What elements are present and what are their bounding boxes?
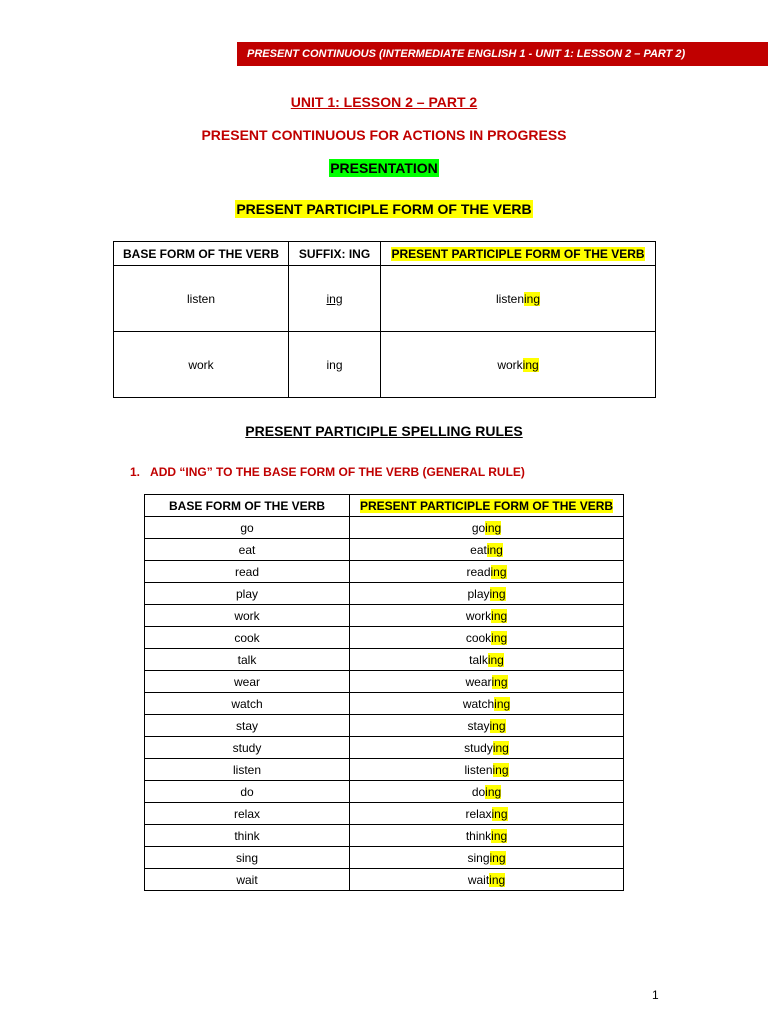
base-cell: read (145, 561, 350, 583)
participle-ending: ing (489, 718, 506, 733)
participle-stem: relax (465, 806, 492, 821)
base-cell: talk (145, 649, 350, 671)
participle-cell (381, 332, 656, 398)
base-cell: sing (145, 847, 350, 869)
spelling-rules-heading-text: PRESENT PARTICIPLE SPELLING RULES (245, 423, 523, 439)
base-cell: cook (145, 627, 350, 649)
table-row (145, 627, 624, 649)
suffix-text: ing (326, 357, 343, 372)
base-cell: eat (145, 539, 350, 561)
participle-ending: ing (491, 630, 508, 645)
table-row (145, 869, 624, 891)
participle-stem: play (467, 586, 490, 601)
base-cell: work (114, 332, 289, 398)
suffix-table-header-participle (381, 242, 656, 266)
main-title: PRESENT CONTINUOUS FOR ACTIONS IN PROGRESS (201, 127, 567, 143)
unit-title (0, 94, 768, 110)
table-row (145, 759, 624, 781)
page-header-bar (237, 42, 768, 66)
participle-ending: ing (486, 542, 503, 557)
participle-ending: ing (492, 762, 509, 777)
participle-stem: talk (469, 652, 488, 667)
unit-title-text: UNIT 1: LESSON 2 – PART 2 (290, 94, 478, 110)
participle-ending: ing (494, 696, 511, 711)
table-row (114, 332, 656, 398)
base-cell: listen (114, 266, 289, 332)
participle-ending: ing (491, 806, 508, 821)
base-cell: do (145, 781, 350, 803)
participle-ending: ing (489, 850, 506, 865)
base-cell: relax (145, 803, 350, 825)
suffix-table-header-base: BASE FORM OF THE VERB (114, 242, 289, 266)
participle-ending: ing (524, 291, 541, 306)
participle-form-heading-text: PRESENT PARTICIPLE FORM OF THE VERB (236, 201, 532, 217)
table-row (145, 605, 624, 627)
participle-ending: ing (492, 740, 509, 755)
rule-1-text: ADD “ING” TO THE BASE FORM OF THE VERB (GENERAL RULE) (150, 465, 525, 479)
table-row (145, 825, 624, 847)
participle-stem: think (465, 828, 492, 843)
participle-stem: stay (467, 718, 490, 733)
suffix-table (113, 241, 656, 398)
presentation-label (0, 160, 768, 176)
base-cell: play (145, 583, 350, 605)
participle-ending: ing (522, 357, 539, 372)
base-cell: wait (145, 869, 350, 891)
participle-ending: ing (490, 564, 507, 579)
general-table-header-base: BASE FORM OF THE VERB (145, 495, 350, 517)
table-row (145, 517, 624, 539)
table-row (145, 737, 624, 759)
participle-cell (350, 693, 624, 715)
table-row (145, 715, 624, 737)
table-row (145, 539, 624, 561)
participle-cell (350, 803, 624, 825)
spelling-rules-heading (0, 423, 768, 439)
participle-stem: wait (467, 872, 490, 887)
participle-stem: study (464, 740, 493, 755)
participle-stem: watch (462, 696, 495, 711)
participle-cell (350, 627, 624, 649)
rule-1-heading (130, 465, 525, 479)
participle-ending: ing (491, 674, 508, 689)
table-row (145, 803, 624, 825)
participle-cell (350, 781, 624, 803)
participle-cell (350, 605, 624, 627)
participle-stem: work (497, 357, 523, 372)
participle-cell (350, 517, 624, 539)
participle-cell (350, 649, 624, 671)
table-row (145, 649, 624, 671)
table-row (145, 781, 624, 803)
participle-ending: ing (489, 586, 506, 601)
participle-stem: read (466, 564, 491, 579)
participle-stem: listen (464, 762, 493, 777)
participle-ending: ing (491, 828, 508, 843)
base-cell: think (145, 825, 350, 847)
participle-stem: listen (495, 291, 524, 306)
table-row (145, 693, 624, 715)
base-cell: study (145, 737, 350, 759)
participle-stem: work (465, 608, 492, 623)
participle-stem: wear (465, 674, 492, 689)
page-number: 1 (652, 988, 659, 1002)
participle-stem: eat (470, 542, 487, 557)
table-row (145, 671, 624, 693)
participle-cell (350, 671, 624, 693)
participle-stem: do (471, 784, 486, 799)
base-cell: work (145, 605, 350, 627)
participle-cell (350, 737, 624, 759)
participle-cell (381, 266, 656, 332)
participle-stem: cook (465, 630, 492, 645)
table-row (114, 266, 656, 332)
suffix-table-header-participle-text: PRESENT PARTICIPLE FORM OF THE VERB (391, 246, 645, 261)
participle-stem: sing (467, 850, 490, 865)
participle-cell (350, 825, 624, 847)
base-cell: wear (145, 671, 350, 693)
general-table-header-participle-text: PRESENT PARTICIPLE FORM OF THE VERB (359, 498, 614, 513)
base-cell: watch (145, 693, 350, 715)
participle-cell (350, 561, 624, 583)
participle-ending: ing (491, 608, 508, 623)
suffix-table-header-suffix: SUFFIX: ING (289, 242, 381, 266)
participle-ending: ing (485, 784, 502, 799)
participle-cell (350, 583, 624, 605)
participle-cell (350, 759, 624, 781)
participle-cell (350, 869, 624, 891)
header-text: PRESENT CONTINUOUS (INTERMEDIATE ENGLISH 1 - UNIT 1: LESSON 2 – PART 2) (247, 48, 686, 60)
participle-cell (350, 715, 624, 737)
rule-1-number: 1. (130, 465, 141, 479)
suffix-cell (289, 332, 381, 398)
participle-ending: ing (485, 520, 502, 535)
participle-cell (350, 847, 624, 869)
suffix-cell (289, 266, 381, 332)
base-cell: listen (145, 759, 350, 781)
general-table-header-participle (350, 495, 624, 517)
participle-stem: go (471, 520, 486, 535)
suffix-text: ing (326, 291, 343, 306)
general-rule-table (144, 494, 624, 891)
base-cell: stay (145, 715, 350, 737)
table-row (145, 847, 624, 869)
participle-ending: ing (489, 872, 506, 887)
participle-form-heading (0, 201, 768, 217)
table-row (145, 561, 624, 583)
base-cell: go (145, 517, 350, 539)
presentation-label-text: PRESENTATION (330, 160, 438, 176)
participle-ending: ing (487, 652, 504, 667)
participle-cell (350, 539, 624, 561)
table-row (145, 583, 624, 605)
